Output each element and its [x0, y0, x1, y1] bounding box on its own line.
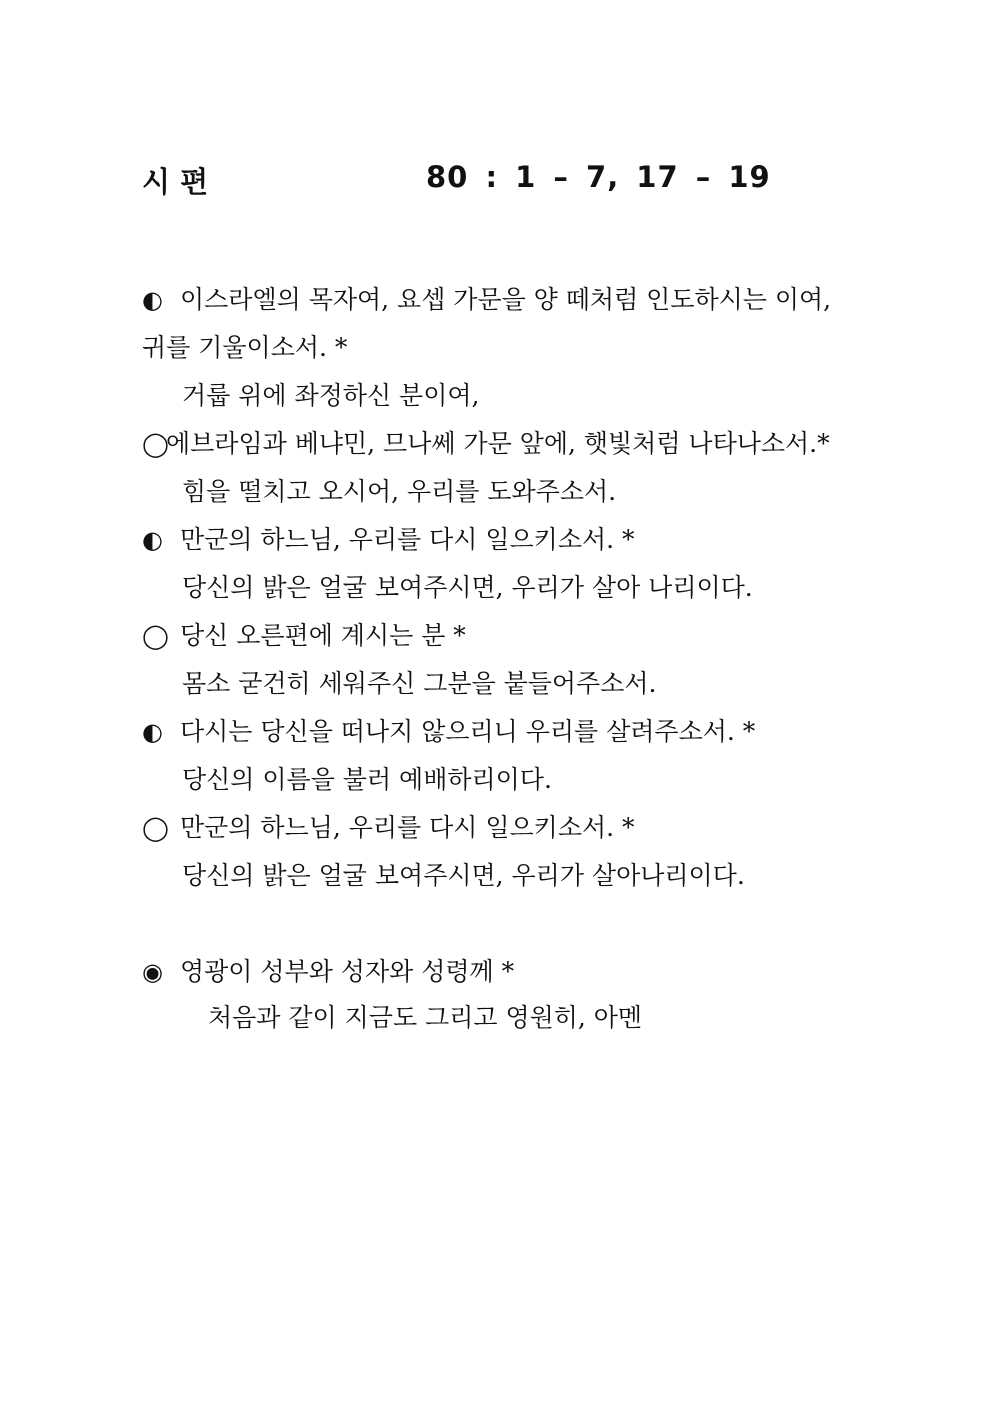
doxology-line [142, 955, 514, 989]
open-circle-icon: ◯ [142, 814, 169, 842]
verse-line [142, 715, 755, 749]
verse-line [142, 811, 635, 845]
verse-text: 이스라엘의 목자여, 요셉 가문을 양 떼처럼 인도하시는 이여, [180, 285, 832, 314]
verse-line [182, 379, 479, 413]
verse-line [182, 571, 753, 605]
half-circle-icon: ◐ [142, 526, 163, 554]
verse-line [142, 283, 831, 317]
bullseye-icon: ◉ [142, 958, 163, 986]
verse-line [142, 523, 635, 557]
half-circle-icon: ◐ [142, 286, 163, 314]
verse-text: 당신 오른편에 계시는 분 * [180, 621, 466, 650]
verse-text: 거룹 위에 좌정하신 분이여, [182, 381, 480, 410]
verse-text: 당신의 밝은 얼굴 보여주시면, 우리가 살아나리이다. [182, 861, 745, 890]
verse-line [182, 475, 616, 509]
verse-text: 당신의 밝은 얼굴 보여주시면, 우리가 살아 나리이다. [182, 573, 753, 602]
psalm-reference: 80 : 1 – 7, 17 – 19 [426, 160, 771, 194]
verse-text: 영광이 성부와 성자와 성령께 * [180, 957, 515, 986]
verse-line [182, 763, 552, 797]
verse-text: 힘을 떨치고 오시어, 우리를 도와주소서. [182, 477, 617, 506]
verse-line [142, 619, 466, 653]
psalm-heading [142, 160, 842, 204]
verse-line [142, 427, 830, 461]
open-circle-icon: ◯ [142, 430, 169, 458]
verse-text: 만군의 하느님, 우리를 다시 일으키소서. * [180, 813, 635, 842]
verse-text: 에브라임과 베냐민, 므나쎄 가문 앞에, 햇빛처럼 나타나소서.* [166, 429, 830, 458]
verse-text: 만군의 하느님, 우리를 다시 일으키소서. * [180, 525, 635, 554]
verse-text: 당신의 이름을 불러 예배하리이다. [182, 765, 552, 794]
open-circle-icon: ◯ [142, 622, 169, 650]
doxology-line [208, 1001, 642, 1035]
verse-text: 다시는 당신을 떠나지 않으리니 우리를 살려주소서. * [180, 717, 756, 746]
verse-line [142, 331, 347, 365]
half-circle-icon: ◐ [142, 718, 163, 746]
verse-line [182, 859, 745, 893]
verse-text: 몸소 굳건히 세워주신 그분을 붙들어주소서. [182, 669, 657, 698]
psalm-title: 시 편 [142, 165, 209, 199]
verse-text: 귀를 기울이소서. * [142, 333, 348, 362]
verse-text: 처음과 같이 지금도 그리고 영원히, 아멘 [208, 1003, 643, 1032]
verse-line [182, 667, 656, 701]
